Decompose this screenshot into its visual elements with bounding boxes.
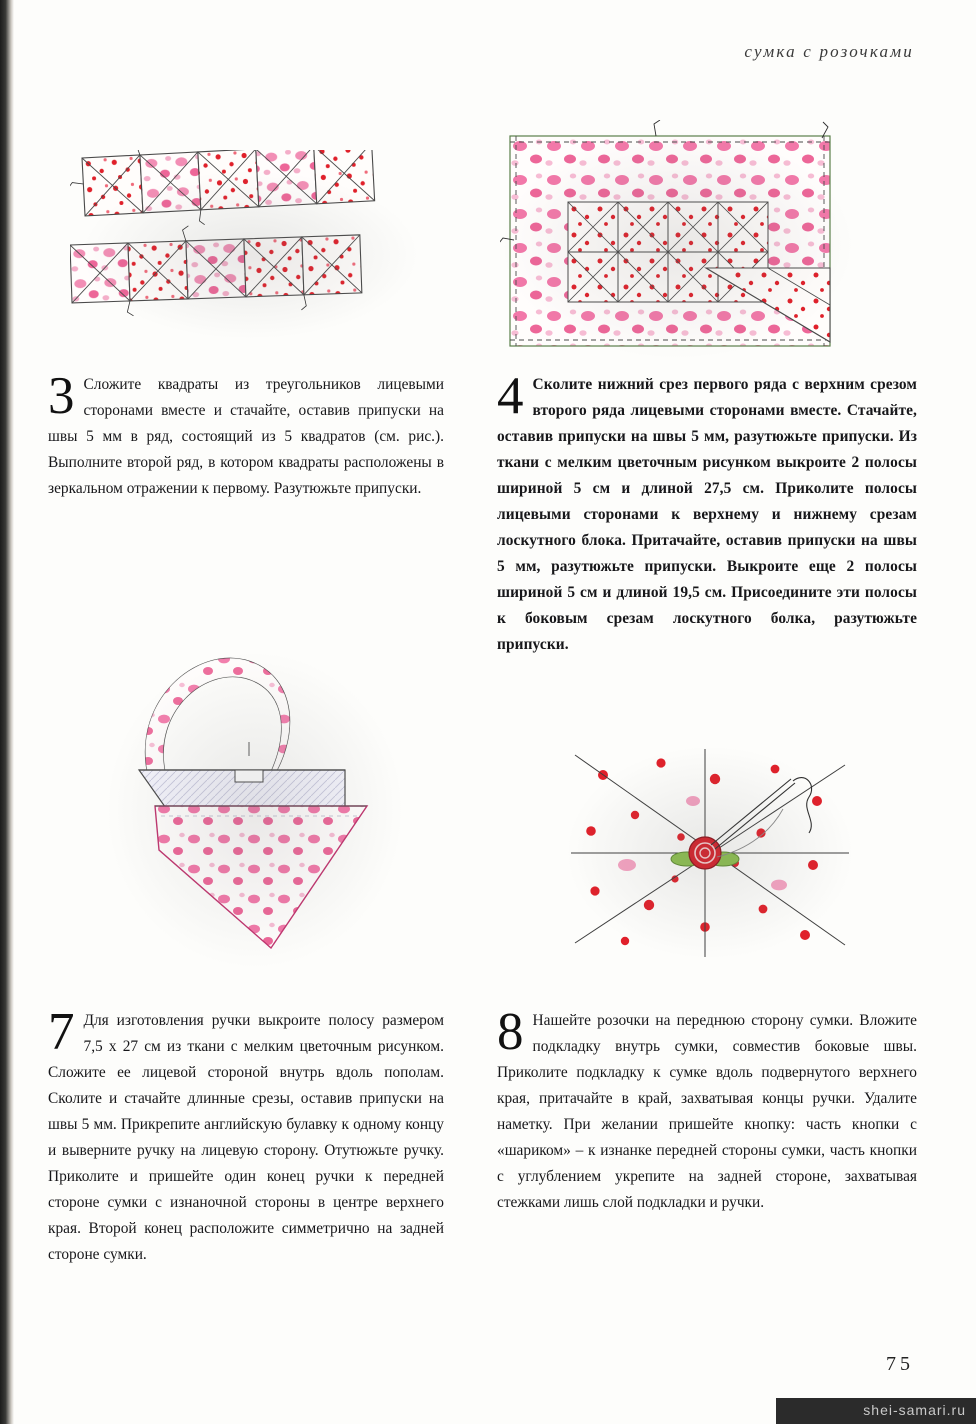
step-4-number: 4	[497, 367, 524, 425]
figure-step8	[565, 745, 855, 960]
step-3-text	[48, 367, 444, 502]
step-8-number: 8	[497, 1003, 524, 1061]
bag-with-handle-diagram	[95, 620, 415, 980]
page-number: 75	[886, 1353, 914, 1375]
step-7-number: 7	[48, 1003, 75, 1061]
step-3-number: 3	[48, 367, 75, 425]
step-4-text	[497, 367, 917, 658]
step-8-text	[497, 1003, 917, 1216]
figure-step7	[95, 620, 415, 980]
patchwork-block-with-strips-diagram	[500, 120, 860, 370]
step-3-body: Сложите квадраты из треугольников лицевыми сторонами вместе и стачайте, оставив припуски на швы 5 мм в ряд, состоящий из 5 квадратов (см. рис.). Выполните второй ряд, в котором квадраты расположены в зеркальном отражении к первому. Разутюжьте припуски.	[48, 376, 444, 497]
step-8-body: Нашейте розочки на переднюю сторону сумки. Вложите подкладку внутрь сумки, совместив боковые швы. Приколите подкладку к сумке вдоль подвернутого верхнего края, притачайте в край, захватывая концы ручки. Удалите наметку. При желании пришейте кнопку: часть кнопки с «шариком» – к изнанке передней стороны сумки, часть кнопки с углублением укрепите на задней стороне, захватывая стежками лишь слой подкладки и ручки.	[497, 1012, 917, 1211]
running-head: сумка с розочками	[744, 42, 914, 61]
step-7-text	[48, 1003, 444, 1268]
step-4-body: Сколите нижний срез первого ряда с верхним срезом второго ряда лицевыми сторонами вместе. Стачайте, оставив припуски на швы 5 мм, разутюжьте припуски. Из ткани с мелким цветочным рисунком выкроите 2 полосы шириной 5 см и длиной 27,5 см. Приколите полосы лицевыми сторонами к верхнему и нижнему срезам лоскутного блока. Притачайте, оставив припуски на швы 5 мм, разутюжьте припуски. Выкроите еще 2 полосы шириной 5 см и длиной 19,5 см. Присоедините эти полосы к боковым срезам лоскутного болка, разутюжьте припуски.	[497, 376, 917, 653]
step-7-body: Для изготовления ручки выкроите полосу размером 7,5 х 27 см из ткани с мелким цветочным рисунком. Сложите ее лицевой стороной внутрь вдоль пополам. Сколите и стачайте длинные срезы, оставив припуски на швы 5 мм. Прикрепите английскую булавку к одному концу и выверните ручку на лицевую сторону. Отутюжьте ручку. Приколите и пришейте один конец ручки к передней стороне сумки с изнаночной стороны в центре верхнего края. Второй конец расположите симметрично на задней стороне сумки.	[48, 1012, 444, 1263]
book-binding-edge	[0, 0, 14, 1424]
figure-step3	[70, 150, 430, 350]
rosette-stitching-diagram	[565, 745, 855, 960]
figure-step4	[500, 120, 860, 370]
site-watermark: shei-samari.ru	[776, 1398, 976, 1424]
patchwork-rows-diagram	[70, 150, 430, 350]
